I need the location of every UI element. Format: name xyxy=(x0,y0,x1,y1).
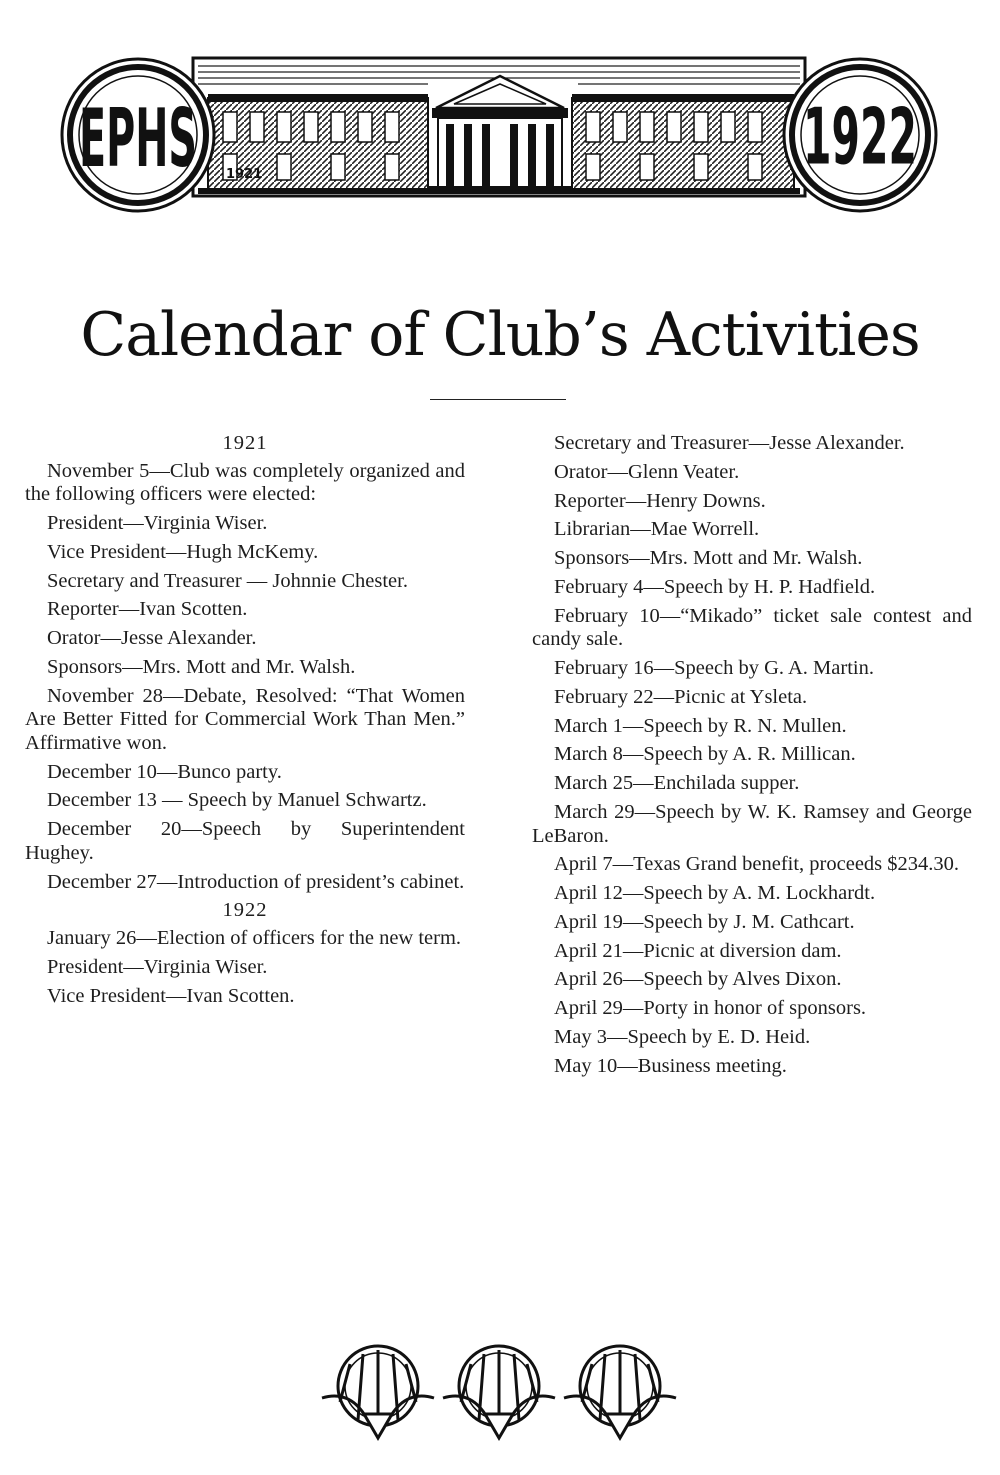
calendar-entry: December 20—Speech by Superintendent Hughey. xyxy=(25,818,465,864)
calendar-entry: Librarian—Mae Worrell. xyxy=(554,518,760,541)
calendar-entry: December 10—Bunco party. xyxy=(47,760,282,783)
calendar-entry: May 10—Business meeting. xyxy=(554,1054,787,1077)
calendar-entry: Orator—Jesse Alexander. xyxy=(47,627,257,650)
calendar-entry: Secretary and Treasurer—Jesse Alexander. xyxy=(554,432,905,454)
calendar-entry: April 29—Porty in honor of sponsors. xyxy=(554,997,867,1020)
ephs-seal xyxy=(62,59,214,211)
year-heading-1921: 1921 xyxy=(222,432,268,454)
calendar-entry: April 26—Speech by Alves Dixon. xyxy=(554,968,842,991)
title-divider xyxy=(430,399,566,400)
calendar-entry: March 29—Speech by W. K. Ramsey and George LeBaron. xyxy=(532,800,972,847)
calendar-entry: March 8—Speech by A. R. Millican. xyxy=(554,743,856,766)
ornament-motif xyxy=(443,1346,555,1438)
calendar-entry: Reporter—Henry Downs. xyxy=(554,489,766,512)
calendar-entry: February 16—Speech by G. A. Martin. xyxy=(554,657,874,680)
footer-ornament xyxy=(318,1340,680,1442)
year-seal xyxy=(784,59,936,211)
calendar-entry: President—Virginia Wiser. xyxy=(47,955,268,978)
left-column xyxy=(25,432,465,1013)
page-title: Calendar of Club’s Activities xyxy=(80,300,920,370)
calendar-entry: April 7—Texas Grand benefit, proceeds $234.30. xyxy=(554,853,960,876)
calendar-entry: December 27—Introduction of president’s cabinet. xyxy=(47,870,465,893)
year-heading-1922: 1922 xyxy=(222,899,268,922)
year-seal-text: 1922 xyxy=(803,91,917,183)
calendar-entry: Orator—Glenn Veater. xyxy=(554,460,740,483)
calendar-entry: President—Virginia Wiser. xyxy=(47,511,268,534)
calendar-entry: December 13 — Speech by Manuel Schwartz. xyxy=(47,789,427,812)
header-banner xyxy=(58,50,940,220)
calendar-entry: November 28—Debate, Resolved: “That Women Are Better Fitted for Commercial Work Than Men.” Affirmative won. xyxy=(25,684,465,754)
calendar-entry: April 19—Speech by J. M. Cathcart. xyxy=(554,910,855,933)
ephs-seal-text: EPHS xyxy=(79,91,197,186)
calendar-entry: February 4—Speech by H. P. Hadfield. xyxy=(554,575,876,598)
calendar-entry: Reporter—Ivan Scotten. xyxy=(47,598,248,621)
calendar-entry: Secretary and Treasurer — Johnnie Chester. xyxy=(47,569,408,592)
calendar-entry: November 5—Club was completely organized and the following officers were elected: xyxy=(25,459,465,506)
calendar-entry: Vice President—Hugh McKemy. xyxy=(47,540,319,563)
calendar-entry: Sponsors—Mrs. Mott and Mr. Walsh. xyxy=(554,547,863,570)
calendar-entry: Vice President—Ivan Scotten. xyxy=(47,984,295,1007)
calendar-entry: Sponsors—Mrs. Mott and Mr. Walsh. xyxy=(47,655,356,678)
calendar-entry: May 3—Speech by E. D. Heid. xyxy=(554,1026,811,1049)
calendar-entry: April 21—Picnic at diversion dam. xyxy=(554,939,842,962)
right-column xyxy=(532,432,972,1084)
calendar-entry: March 1—Speech by R. N. Mullen. xyxy=(554,714,847,737)
calendar-entry: January 26—Election of officers for the new term. xyxy=(47,926,462,949)
calendar-entry: March 25—Enchilada supper. xyxy=(554,772,800,795)
calendar-entry: April 12—Speech by A. M. Lockhardt. xyxy=(554,882,876,905)
calendar-entry: February 22—Picnic at Ysleta. xyxy=(554,685,808,708)
calendar-entry: February 10—“Mikado” ticket sale contest and candy sale. xyxy=(532,604,972,651)
ornament-motif xyxy=(564,1346,676,1438)
ornament-motif xyxy=(322,1346,434,1438)
building-year: 1921 xyxy=(226,167,263,182)
